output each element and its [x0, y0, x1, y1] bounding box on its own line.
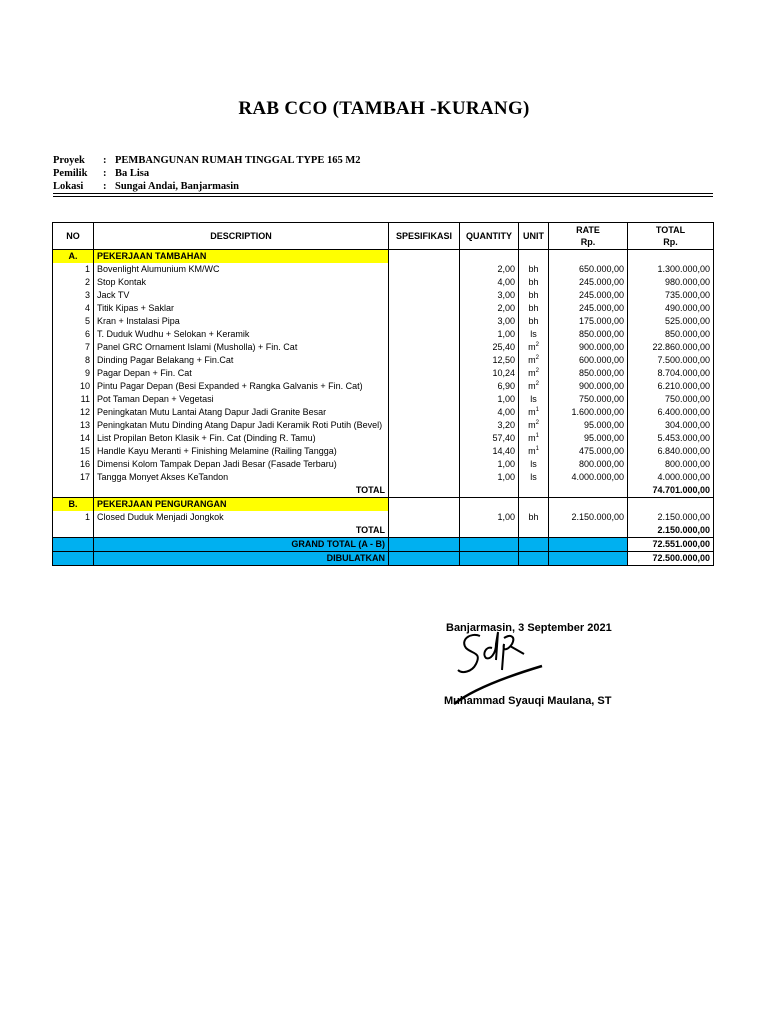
item-description: Dinding Pagar Belakang + Fin.Cat: [94, 354, 389, 367]
item-total: 8.704.000,00: [628, 367, 714, 380]
unit-text: m: [528, 342, 536, 352]
section-code: A.: [53, 250, 94, 264]
item-description: Stop Kontak: [94, 276, 389, 289]
item-no: 3: [53, 289, 94, 302]
divider: [53, 196, 713, 197]
empty-cell: [389, 552, 460, 566]
table-row: [53, 341, 714, 354]
item-spec: [389, 380, 460, 393]
table-row: [53, 511, 714, 524]
item-description: Handle Kayu Meranti + Finishing Melamine (Railing Tangga): [94, 445, 389, 458]
item-no: 8: [53, 354, 94, 367]
unit-text: m: [528, 407, 536, 417]
item-rate: 245.000,00: [549, 276, 628, 289]
item-unit: [519, 406, 549, 419]
item-description: Pagar Depan + Fin. Cat: [94, 367, 389, 380]
header-spesifikasi: SPESIFIKASI: [389, 223, 460, 250]
empty-cell: [389, 498, 460, 512]
item-spec: [389, 302, 460, 315]
grand-total-row: [53, 538, 714, 552]
item-description: Kran + Instalasi Pipa: [94, 315, 389, 328]
item-spec: [389, 328, 460, 341]
info-value: Ba Lisa: [115, 168, 150, 179]
item-unit: [519, 341, 549, 354]
unit-text: bh: [528, 303, 539, 313]
item-no: 14: [53, 432, 94, 445]
item-unit: [519, 471, 549, 484]
item-quantity: 25,40: [460, 341, 519, 354]
section-row: [53, 498, 714, 512]
table-row: [53, 419, 714, 432]
unit-text: m: [528, 381, 536, 391]
item-unit: [519, 393, 549, 406]
item-quantity: 10,24: [460, 367, 519, 380]
header-row: [53, 223, 714, 250]
unit-exponent: 2: [535, 368, 539, 374]
item-no: 1: [53, 263, 94, 276]
item-total: 850.000,00: [628, 328, 714, 341]
info-value: Sungai Andai, Banjarmasin: [115, 181, 240, 192]
unit-text: bh: [528, 277, 539, 287]
signature-place-date: Banjarmasin, 3 September 2021: [446, 622, 612, 634]
project-info: [53, 154, 361, 193]
unit-exponent: 2: [535, 381, 539, 387]
unit-text: bh: [528, 512, 539, 522]
item-no: 1: [53, 511, 94, 524]
empty-cell: [53, 538, 94, 552]
unit-text: ls: [530, 472, 537, 482]
rounded-total-row-value: 72.500.000,00: [628, 552, 714, 566]
item-description: T. Duduk Wudhu + Selokan + Keramik: [94, 328, 389, 341]
item-quantity: 1,00: [460, 511, 519, 524]
empty-cell: [549, 250, 628, 264]
empty-cell: [519, 538, 549, 552]
item-no: 13: [53, 419, 94, 432]
unit-text: m: [528, 446, 536, 456]
item-spec: [389, 393, 460, 406]
unit-text: m: [528, 420, 536, 430]
item-total: 525.000,00: [628, 315, 714, 328]
table-row: [53, 432, 714, 445]
item-spec: [389, 419, 460, 432]
item-spec: [389, 458, 460, 471]
unit-exponent: 2: [535, 420, 539, 426]
item-unit: [519, 263, 549, 276]
unit-text: ls: [530, 394, 537, 404]
item-unit: [519, 511, 549, 524]
empty-cell: [460, 538, 519, 552]
item-description: Pintu Pagar Depan (Besi Expanded + Rangka Galvanis + Fin. Cat): [94, 380, 389, 393]
item-rate: 900.000,00: [549, 380, 628, 393]
section-code: B.: [53, 498, 94, 512]
unit-exponent: 2: [535, 342, 539, 348]
item-description: Bovenlight Alumunium KM/WC: [94, 263, 389, 276]
info-colon: :: [103, 168, 107, 179]
header-quantity: QUANTITY: [460, 223, 519, 250]
item-rate: 1.600.000,00: [549, 406, 628, 419]
unit-text: bh: [528, 290, 539, 300]
section-label: PEKERJAAN PENGURANGAN: [94, 498, 389, 512]
item-description: Dimensi Kolom Tampak Depan Jadi Besar (Fasade Terbaru): [94, 458, 389, 471]
item-no: 17: [53, 471, 94, 484]
item-quantity: 4,00: [460, 276, 519, 289]
item-spec: [389, 406, 460, 419]
total-label: TOTAL: [94, 524, 389, 538]
item-rate: 475.000,00: [549, 445, 628, 458]
item-spec: [389, 289, 460, 302]
item-spec: [389, 432, 460, 445]
info-value: PEMBANGUNAN RUMAH TINGGAL TYPE 165 M2: [115, 155, 361, 166]
item-unit: [519, 380, 549, 393]
item-unit: [519, 276, 549, 289]
item-no: 12: [53, 406, 94, 419]
rounded-total-row-label: DIBULATKAN: [94, 552, 389, 566]
document-title: RAB CCO (TAMBAH -KURANG): [238, 98, 530, 119]
item-spec: [389, 354, 460, 367]
item-description: Panel GRC Ornament Islami (Musholla) + Fin. Cat: [94, 341, 389, 354]
empty-cell: [549, 498, 628, 512]
item-total: 490.000,00: [628, 302, 714, 315]
info-row-proyek: [53, 154, 361, 167]
total-value: 74.701.000,00: [628, 484, 714, 498]
empty-cell: [549, 524, 628, 538]
item-unit: [519, 432, 549, 445]
unit-text: ls: [530, 459, 537, 469]
empty-cell: [549, 538, 628, 552]
item-rate: 95.000,00: [549, 419, 628, 432]
item-quantity: 3,00: [460, 289, 519, 302]
item-unit: [519, 289, 549, 302]
header-unit: UNIT: [519, 223, 549, 250]
unit-text: ls: [530, 329, 537, 339]
unit-text: bh: [528, 264, 539, 274]
item-unit: [519, 458, 549, 471]
item-description: List Propilan Beton Klasik + Fin. Cat (Dinding R. Tamu): [94, 432, 389, 445]
item-rate: 4.000.000,00: [549, 471, 628, 484]
table-row: [53, 380, 714, 393]
item-spec: [389, 263, 460, 276]
item-rate: 650.000,00: [549, 263, 628, 276]
empty-cell: [460, 498, 519, 512]
empty-cell: [460, 250, 519, 264]
item-no: 6: [53, 328, 94, 341]
empty-cell: [389, 524, 460, 538]
item-description: Tangga Monyet Akses KeTandon: [94, 471, 389, 484]
item-unit: [519, 354, 549, 367]
empty-cell: [53, 524, 94, 538]
item-rate: 600.000,00: [549, 354, 628, 367]
table-row: [53, 328, 714, 341]
rate-currency: Rp.: [580, 237, 596, 247]
empty-cell: [389, 538, 460, 552]
table-row: [53, 458, 714, 471]
item-quantity: 14,40: [460, 445, 519, 458]
table-row: [53, 393, 714, 406]
grand-total-row-value: 72.551.000,00: [628, 538, 714, 552]
empty-cell: [628, 250, 714, 264]
item-quantity: 1,00: [460, 471, 519, 484]
info-row-pemilik: [53, 167, 361, 180]
item-total: 6.840.000,00: [628, 445, 714, 458]
empty-cell: [519, 250, 549, 264]
table-row: [53, 302, 714, 315]
empty-cell: [519, 524, 549, 538]
table-row: [53, 406, 714, 419]
header-rate: [549, 223, 628, 250]
divider: [53, 193, 713, 194]
item-unit: [519, 445, 549, 458]
rab-table: [52, 222, 714, 566]
item-unit: [519, 302, 549, 315]
item-unit: [519, 367, 549, 380]
total-value: 2.150.000,00: [628, 524, 714, 538]
info-key: Lokasi: [53, 181, 84, 192]
item-quantity: 1,00: [460, 328, 519, 341]
empty-cell: [519, 484, 549, 498]
item-rate: 900.000,00: [549, 341, 628, 354]
item-total: 4.000.000,00: [628, 471, 714, 484]
item-quantity: 1,00: [460, 458, 519, 471]
item-description: Jack TV: [94, 289, 389, 302]
item-quantity: 1,00: [460, 393, 519, 406]
empty-cell: [53, 484, 94, 498]
item-description: Pot Taman Depan + Vegetasi: [94, 393, 389, 406]
unit-exponent: 2: [535, 355, 539, 361]
item-rate: 800.000,00: [549, 458, 628, 471]
table-row: [53, 367, 714, 380]
info-colon: :: [103, 181, 107, 192]
item-quantity: 3,00: [460, 315, 519, 328]
item-spec: [389, 315, 460, 328]
total-row: [53, 524, 714, 538]
item-rate: 245.000,00: [549, 289, 628, 302]
empty-cell: [519, 552, 549, 566]
item-spec: [389, 471, 460, 484]
item-no: 11: [53, 393, 94, 406]
item-quantity: 2,00: [460, 302, 519, 315]
info-key: Pemilik: [53, 168, 88, 179]
table-row: [53, 263, 714, 276]
item-total: 800.000,00: [628, 458, 714, 471]
item-unit: [519, 419, 549, 432]
total-currency: Rp.: [663, 237, 678, 247]
table-row: [53, 315, 714, 328]
item-rate: 850.000,00: [549, 328, 628, 341]
item-total: 750.000,00: [628, 393, 714, 406]
item-rate: 750.000,00: [549, 393, 628, 406]
empty-cell: [389, 484, 460, 498]
unit-text: m: [528, 433, 536, 443]
item-total: 735.000,00: [628, 289, 714, 302]
item-total: 304.000,00: [628, 419, 714, 432]
item-no: 4: [53, 302, 94, 315]
item-no: 2: [53, 276, 94, 289]
header-description: DESCRIPTION: [94, 223, 389, 250]
item-description: Closed Duduk Menjadi Jongkok: [94, 511, 389, 524]
info-key: Proyek: [53, 155, 85, 166]
empty-cell: [389, 250, 460, 264]
item-no: 10: [53, 380, 94, 393]
empty-cell: [53, 552, 94, 566]
rounded-total-row: [53, 552, 714, 566]
item-spec: [389, 276, 460, 289]
item-description: Peningkatan Mutu Dinding Atang Dapur Jadi Keramik Roti Putih (Bevel): [94, 419, 389, 432]
item-rate: 95.000,00: [549, 432, 628, 445]
item-total: 7.500.000,00: [628, 354, 714, 367]
item-unit: [519, 315, 549, 328]
empty-cell: [549, 552, 628, 566]
item-no: 15: [53, 445, 94, 458]
item-spec: [389, 445, 460, 458]
item-total: 5.453.000,00: [628, 432, 714, 445]
item-description: Peningkatan Mutu Lantai Atang Dapur Jadi Granite Besar: [94, 406, 389, 419]
empty-cell: [519, 498, 549, 512]
item-total: 6.400.000,00: [628, 406, 714, 419]
unit-exponent: 1: [535, 407, 539, 413]
table-row: [53, 289, 714, 302]
empty-cell: [460, 484, 519, 498]
item-spec: [389, 511, 460, 524]
info-row-lokasi: [53, 180, 361, 193]
table-row: [53, 354, 714, 367]
item-total: 2.150.000,00: [628, 511, 714, 524]
item-rate: 175.000,00: [549, 315, 628, 328]
section-label: PEKERJAAN TAMBAHAN: [94, 250, 389, 264]
info-colon: :: [103, 155, 107, 166]
total-label: TOTAL: [655, 225, 686, 235]
item-total: 22.860.000,00: [628, 341, 714, 354]
item-total: 6.210.000,00: [628, 380, 714, 393]
total-label: TOTAL: [94, 484, 389, 498]
item-quantity: 3,20: [460, 419, 519, 432]
item-no: 16: [53, 458, 94, 471]
item-description: Titik Kipas + Saklar: [94, 302, 389, 315]
header-total: [628, 223, 714, 250]
table-row: [53, 471, 714, 484]
header-no: NO: [53, 223, 94, 250]
empty-cell: [460, 552, 519, 566]
unit-text: m: [528, 355, 536, 365]
item-total: 1.300.000,00: [628, 263, 714, 276]
empty-cell: [549, 484, 628, 498]
unit-text: m: [528, 368, 536, 378]
rate-label: RATE: [576, 225, 600, 235]
empty-cell: [628, 498, 714, 512]
item-no: 9: [53, 367, 94, 380]
item-quantity: 2,00: [460, 263, 519, 276]
unit-exponent: 1: [535, 433, 539, 439]
item-quantity: 57,40: [460, 432, 519, 445]
item-no: 5: [53, 315, 94, 328]
section-row: [53, 250, 714, 264]
item-rate: 245.000,00: [549, 302, 628, 315]
table-row: [53, 276, 714, 289]
unit-text: bh: [528, 316, 539, 326]
item-rate: 850.000,00: [549, 367, 628, 380]
item-quantity: 12,50: [460, 354, 519, 367]
item-quantity: 4,00: [460, 406, 519, 419]
item-total: 980.000,00: [628, 276, 714, 289]
unit-exponent: 1: [535, 446, 539, 452]
table-row: [53, 445, 714, 458]
item-spec: [389, 341, 460, 354]
signatory-name: Muhammad Syauqi Maulana, ST: [444, 695, 612, 707]
grand-total-row-label: GRAND TOTAL (A - B): [94, 538, 389, 552]
item-quantity: 6,90: [460, 380, 519, 393]
item-rate: 2.150.000,00: [549, 511, 628, 524]
item-unit: [519, 328, 549, 341]
table-body: [53, 250, 714, 566]
item-no: 7: [53, 341, 94, 354]
item-spec: [389, 367, 460, 380]
total-row: [53, 484, 714, 498]
empty-cell: [460, 524, 519, 538]
